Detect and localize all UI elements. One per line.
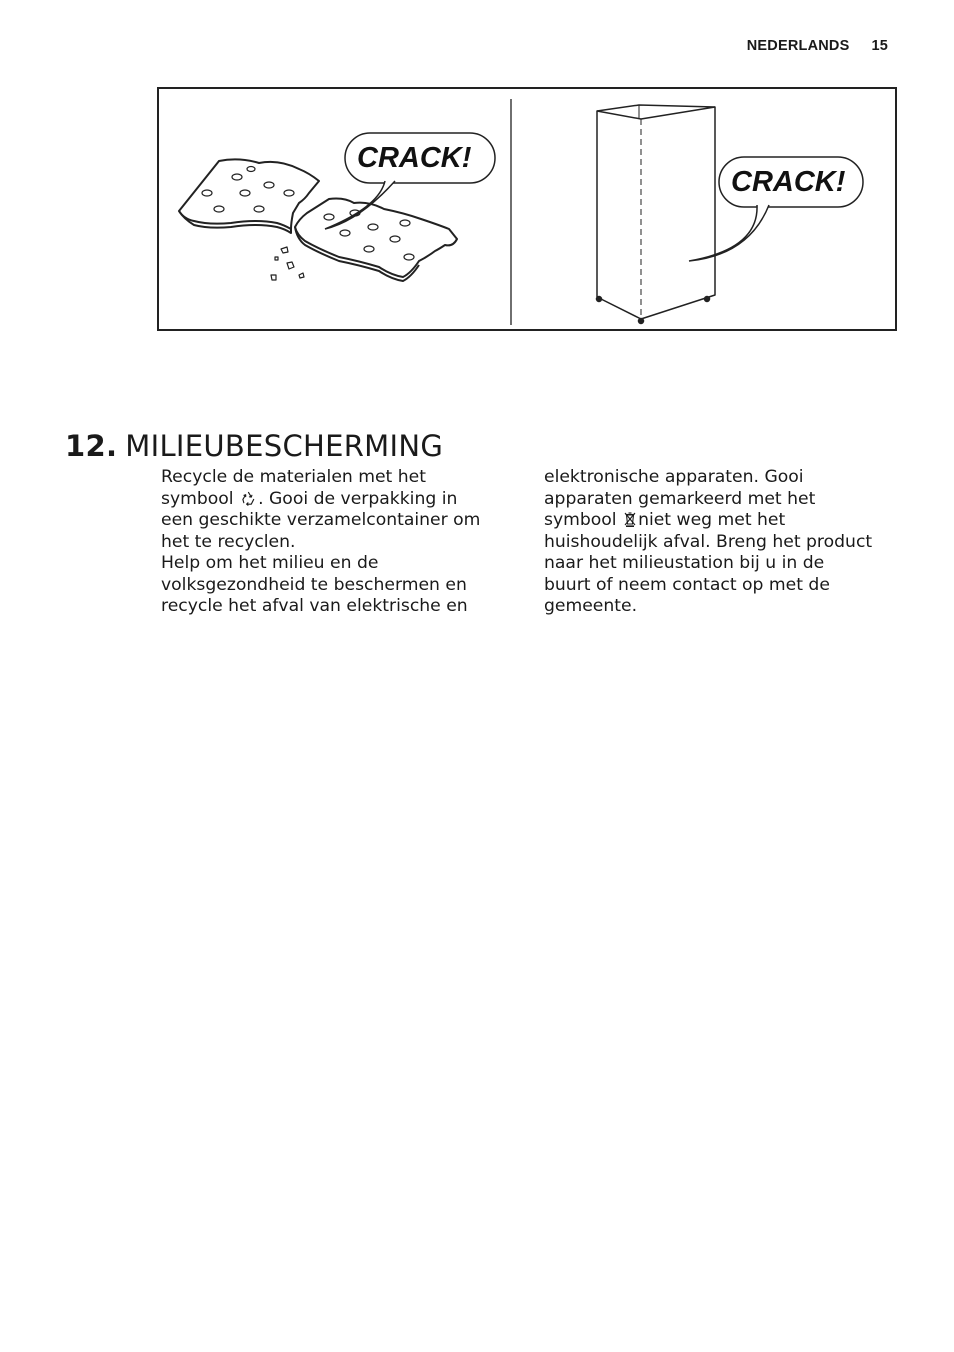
section-title: MILIEUBESCHERMING [125, 429, 444, 464]
weee-text-after: niet weg met het huishoudelijk afval. Breng het product naar het milieustation bij u in de buurt of neem contact op met de gemeente. [544, 510, 873, 616]
illustration-box [157, 87, 897, 331]
paragraph-weee [544, 467, 874, 618]
crack-text-right: CRACK! [731, 166, 846, 198]
paragraph-help: Help om het milieu en de volksgezondheid te beschermen en recycle het afval van elektrische en [161, 553, 468, 616]
weee-text-before: elektronische apparaten. Gooi apparaten gemarkeerd met het symbool [544, 467, 816, 530]
crossed-bin-icon [624, 511, 636, 527]
recycle-text-after: . Gooi de verpakking in een geschikte verzamelcontainer om het te recyclen. [161, 488, 481, 552]
header-language: NEDERLANDS [746, 38, 850, 54]
section-number: 12. [65, 429, 118, 464]
body-column-left [161, 467, 491, 618]
paragraph-recycle [161, 467, 491, 553]
illustration-svg [159, 89, 895, 329]
recycle-icon [241, 491, 256, 506]
appliance-illustration [597, 105, 716, 324]
page-number: 15 [871, 38, 888, 54]
crack-text-left: CRACK! [357, 142, 472, 174]
section-heading [65, 429, 443, 463]
body-column-right [544, 467, 874, 618]
recycle-text-before: Recycle de materialen met het symbool [161, 467, 426, 509]
page-header [747, 38, 888, 54]
